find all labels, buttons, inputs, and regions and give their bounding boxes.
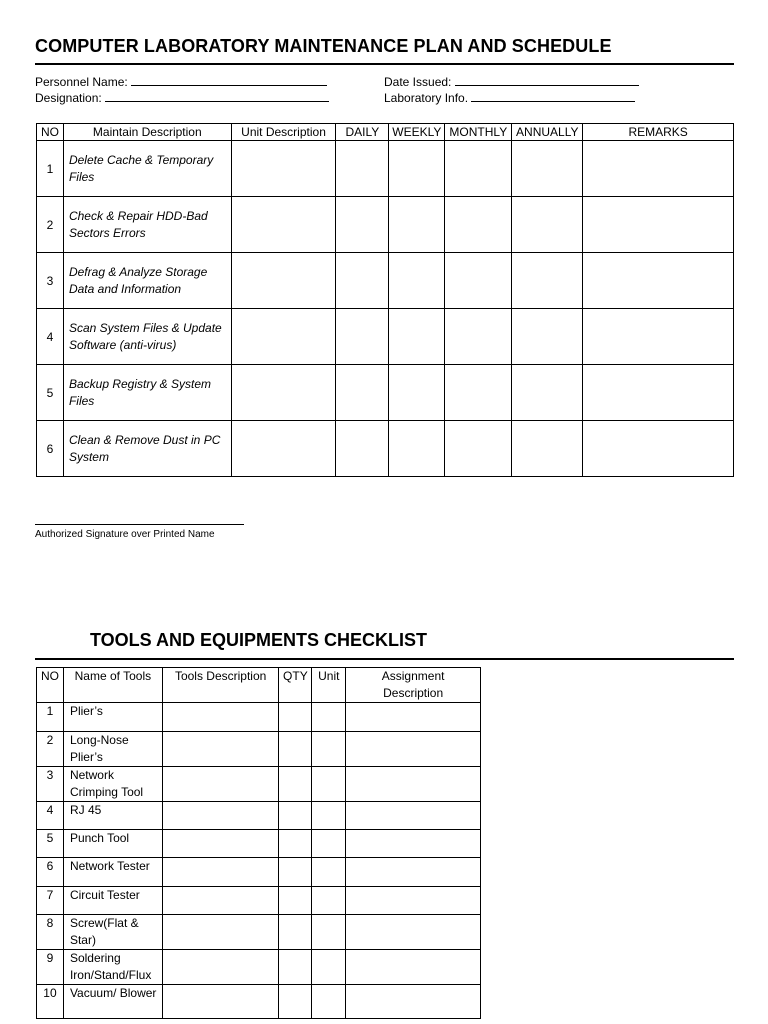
assignment-description-cell[interactable] — [346, 732, 481, 767]
table-row — [37, 253, 734, 309]
daily-cell[interactable] — [336, 421, 389, 477]
assignment-description-cell[interactable] — [346, 767, 481, 802]
weekly-cell[interactable] — [389, 197, 445, 253]
table-row — [37, 365, 734, 421]
col-header-unit-description: Unit Description — [231, 124, 336, 141]
table-row — [37, 985, 481, 1019]
assignment-description-cell[interactable] — [346, 985, 481, 1019]
row-number: 5 — [37, 365, 64, 421]
monthly-cell[interactable] — [445, 197, 512, 253]
row-number: 5 — [37, 830, 64, 858]
daily-cell[interactable] — [336, 253, 389, 309]
unit-cell[interactable] — [312, 950, 346, 985]
tools-description-cell[interactable] — [162, 887, 279, 915]
tools-description-cell[interactable] — [162, 703, 279, 732]
row-number: 3 — [37, 767, 64, 802]
tool-name-cell: Vacuum/ Blower — [63, 985, 162, 1019]
tool-name-cell: Soldering Iron/Stand/Flux — [63, 950, 162, 985]
laboratory-info-field[interactable] — [384, 90, 635, 106]
col-header-no: NO — [37, 124, 64, 141]
maintain-description-cell: Scan System Files & Update Software (anti-virus) — [63, 309, 231, 365]
remarks-cell[interactable] — [583, 365, 734, 421]
daily-cell[interactable] — [336, 309, 389, 365]
tools-title-rule — [35, 658, 734, 660]
tools-description-cell[interactable] — [162, 767, 279, 802]
col-header-maintain-description: Maintain Description — [63, 124, 231, 141]
monthly-cell[interactable] — [445, 141, 512, 197]
annually-cell[interactable] — [512, 141, 583, 197]
row-number: 7 — [37, 887, 64, 915]
tools-description-cell[interactable] — [162, 858, 279, 887]
designation-field[interactable] — [35, 90, 329, 106]
date-issued-line[interactable] — [455, 74, 639, 86]
tool-name-cell: RJ 45 — [63, 802, 162, 830]
col-header-assignment-description: Assignment Description — [346, 668, 481, 703]
annually-cell[interactable] — [512, 253, 583, 309]
col-header-annually: ANNUALLY — [512, 124, 583, 141]
assignment-description-cell[interactable] — [346, 950, 481, 985]
daily-cell[interactable] — [336, 141, 389, 197]
table-row — [37, 858, 481, 887]
assignment-description-cell[interactable] — [346, 802, 481, 830]
table-row — [37, 703, 481, 732]
col-header-no: NO — [37, 668, 64, 703]
tools-description-cell[interactable] — [162, 802, 279, 830]
qty-cell[interactable] — [279, 915, 312, 950]
row-number: 6 — [37, 858, 64, 887]
weekly-cell[interactable] — [389, 309, 445, 365]
weekly-cell[interactable] — [389, 365, 445, 421]
assignment-description-cell[interactable] — [346, 858, 481, 887]
assignment-description-cell[interactable] — [346, 830, 481, 858]
laboratory-info-label: Laboratory Info. — [384, 91, 469, 105]
qty-cell[interactable] — [279, 887, 312, 915]
col-header-tools-description: Tools Description — [162, 668, 279, 703]
table-row — [37, 767, 481, 802]
maintain-description-cell: Delete Cache & Temporary Files — [63, 141, 231, 197]
row-number: 4 — [37, 802, 64, 830]
personnel-name-label: Personnel Name: — [35, 75, 128, 89]
laboratory-info-line[interactable] — [471, 90, 635, 102]
unit-cell[interactable] — [312, 887, 346, 915]
tools-table — [36, 667, 481, 1019]
maintenance-table — [36, 123, 734, 477]
table-row — [37, 830, 481, 858]
tools-description-cell[interactable] — [162, 732, 279, 767]
monthly-cell[interactable] — [445, 365, 512, 421]
daily-cell[interactable] — [336, 365, 389, 421]
monthly-cell[interactable] — [445, 421, 512, 477]
remarks-cell[interactable] — [583, 309, 734, 365]
personnel-name-line[interactable] — [131, 74, 327, 86]
table-row — [37, 950, 481, 985]
col-header-weekly: WEEKLY — [389, 124, 445, 141]
row-number: 1 — [37, 703, 64, 732]
tool-name-cell: Network Crimping Tool — [63, 767, 162, 802]
table-row — [37, 141, 734, 197]
table-row — [37, 802, 481, 830]
table-row — [37, 915, 481, 950]
tool-name-cell: Screw(Flat & Star) — [63, 915, 162, 950]
tools-description-cell[interactable] — [162, 950, 279, 985]
weekly-cell[interactable] — [389, 141, 445, 197]
qty-cell[interactable] — [279, 950, 312, 985]
qty-cell[interactable] — [279, 830, 312, 858]
tools-description-cell[interactable] — [162, 830, 279, 858]
annually-cell[interactable] — [512, 309, 583, 365]
unit-description-cell[interactable] — [231, 197, 336, 253]
tool-name-cell: Plier’s — [63, 703, 162, 732]
designation-label: Designation: — [35, 91, 102, 105]
qty-cell[interactable] — [279, 985, 312, 1019]
assignment-description-cell[interactable] — [346, 703, 481, 732]
remarks-cell[interactable] — [583, 253, 734, 309]
unit-cell[interactable] — [312, 802, 346, 830]
annually-cell[interactable] — [512, 421, 583, 477]
unit-description-cell[interactable] — [231, 365, 336, 421]
row-number: 10 — [37, 985, 64, 1019]
qty-cell[interactable] — [279, 732, 312, 767]
unit-description-cell[interactable] — [231, 253, 336, 309]
assignment-description-cell[interactable] — [346, 887, 481, 915]
remarks-cell[interactable] — [583, 421, 734, 477]
row-number: 6 — [37, 421, 64, 477]
remarks-cell[interactable] — [583, 197, 734, 253]
unit-cell[interactable] — [312, 703, 346, 732]
maintenance-header-row — [37, 124, 734, 141]
monthly-cell[interactable] — [445, 309, 512, 365]
unit-cell[interactable] — [312, 767, 346, 802]
tool-name-cell: Circuit Tester — [63, 887, 162, 915]
page-title: COMPUTER LABORATORY MAINTENANCE PLAN AND SCHEDULE — [35, 36, 612, 56]
daily-cell[interactable] — [336, 197, 389, 253]
maintain-description-cell: Defrag & Analyze Storage Data and Information — [63, 253, 231, 309]
tools-section-title: TOOLS AND EQUIPMENTS CHECKLIST — [90, 630, 428, 650]
unit-cell[interactable] — [312, 830, 346, 858]
designation-line[interactable] — [105, 90, 329, 102]
maintain-description-cell: Check & Repair HDD-Bad Sectors Errors — [63, 197, 231, 253]
unit-description-cell[interactable] — [231, 309, 336, 365]
remarks-cell[interactable] — [583, 141, 734, 197]
date-issued-label: Date Issued: — [384, 75, 452, 89]
signature-label: Authorized Signature over Printed Name — [35, 529, 215, 540]
unit-description-cell[interactable] — [231, 141, 336, 197]
table-row — [37, 197, 734, 253]
qty-cell[interactable] — [279, 802, 312, 830]
annually-cell[interactable] — [512, 197, 583, 253]
table-row — [37, 309, 734, 365]
row-number: 3 — [37, 253, 64, 309]
unit-description-cell[interactable] — [231, 421, 336, 477]
tool-name-cell: Network Tester — [63, 858, 162, 887]
assignment-description-cell[interactable] — [346, 915, 481, 950]
maintain-description-cell: Backup Registry & System Files — [63, 365, 231, 421]
date-issued-field[interactable] — [384, 74, 639, 90]
unit-cell[interactable] — [312, 732, 346, 767]
unit-cell[interactable] — [312, 858, 346, 887]
maintain-description-cell: Clean & Remove Dust in PC System — [63, 421, 231, 477]
weekly-cell[interactable] — [389, 421, 445, 477]
col-header-monthly: MONTHLY — [445, 124, 512, 141]
tools-description-cell[interactable] — [162, 915, 279, 950]
col-header-remarks: REMARKS — [583, 124, 734, 141]
annually-cell[interactable] — [512, 365, 583, 421]
tools-description-cell[interactable] — [162, 985, 279, 1019]
qty-cell[interactable] — [279, 767, 312, 802]
unit-cell[interactable] — [312, 985, 346, 1019]
tool-name-cell: Long-Nose Plier’s — [63, 732, 162, 767]
personnel-name-field[interactable] — [35, 74, 327, 90]
col-header-name-of-tools: Name of Tools — [63, 668, 162, 703]
unit-cell[interactable] — [312, 915, 346, 950]
table-row — [37, 732, 481, 767]
qty-cell[interactable] — [279, 858, 312, 887]
row-number: 2 — [37, 732, 64, 767]
table-row — [37, 887, 481, 915]
row-number: 4 — [37, 309, 64, 365]
monthly-cell[interactable] — [445, 253, 512, 309]
tools-header-row — [37, 668, 481, 703]
row-number: 9 — [37, 950, 64, 985]
col-header-qty: QTY — [279, 668, 312, 703]
row-number: 1 — [37, 141, 64, 197]
signature-line[interactable] — [35, 524, 244, 525]
col-header-unit: Unit — [312, 668, 346, 703]
title-rule — [35, 63, 734, 65]
qty-cell[interactable] — [279, 703, 312, 732]
row-number: 8 — [37, 915, 64, 950]
tool-name-cell: Punch Tool — [63, 830, 162, 858]
weekly-cell[interactable] — [389, 253, 445, 309]
row-number: 2 — [37, 197, 64, 253]
table-row — [37, 421, 734, 477]
col-header-daily: DAILY — [336, 124, 389, 141]
